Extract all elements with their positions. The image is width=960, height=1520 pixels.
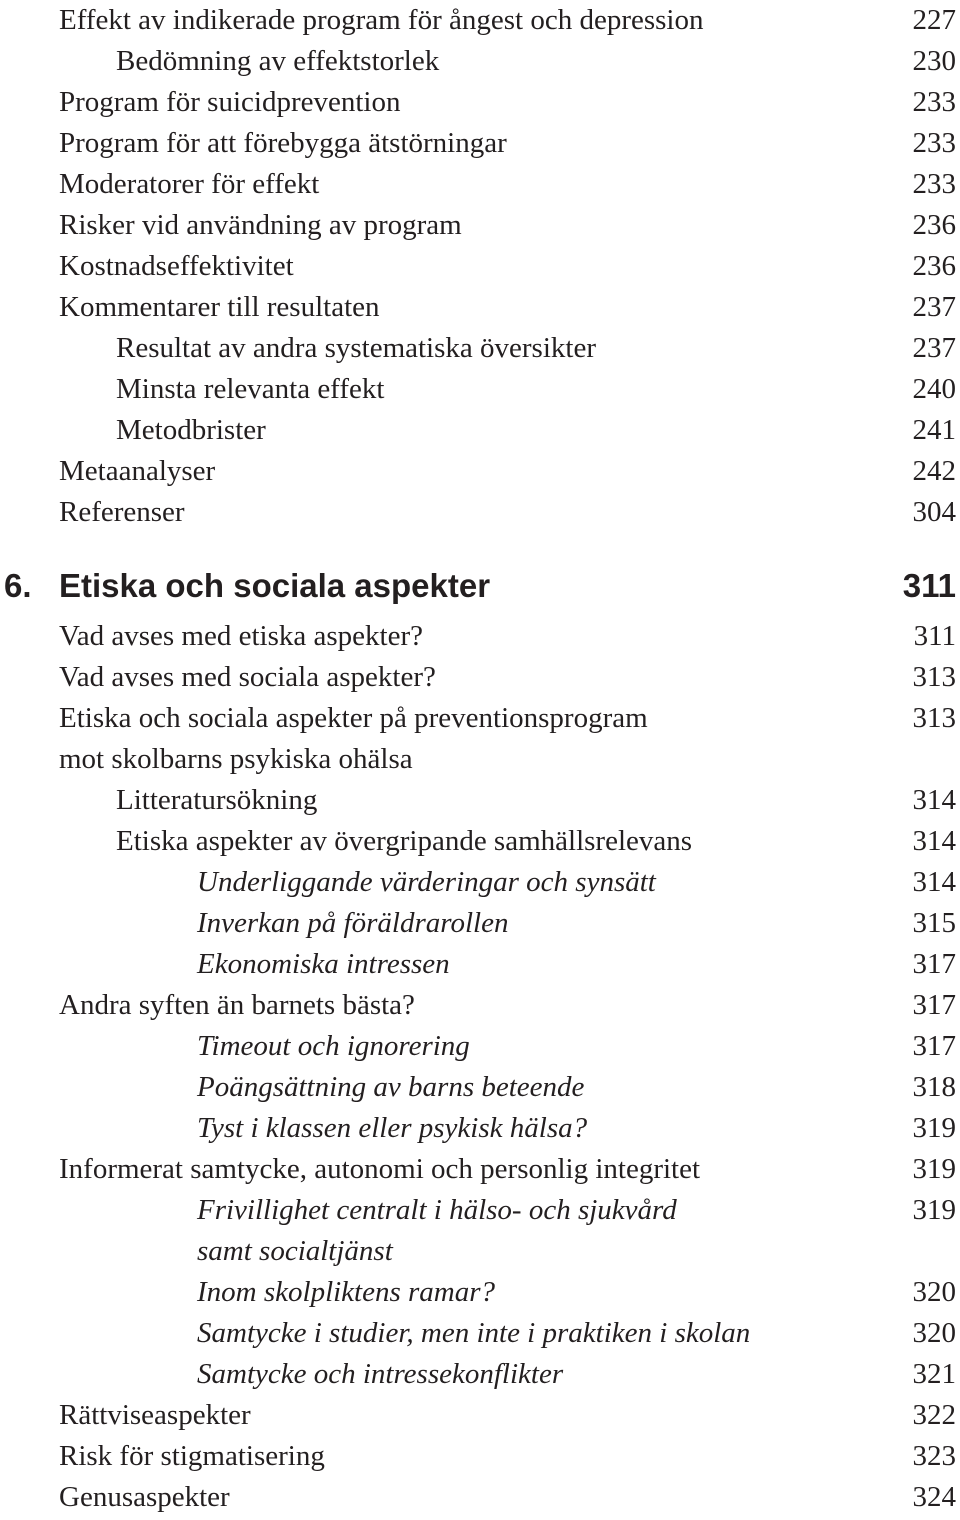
toc-entry [0, 287, 960, 327]
toc-entry-title: Frivillighet centralt i hälso- och sjukvård [197, 1194, 677, 1226]
toc-entry [0, 1149, 960, 1189]
toc-entry [0, 698, 960, 775]
toc-entry-title: Effekt av indikerade program för ångest och depression [59, 4, 704, 36]
toc-entry [0, 328, 960, 368]
toc-entry-page: 237 [912, 332, 956, 364]
toc-entry [0, 944, 960, 984]
toc-entry-title: Metaanalyser [59, 455, 216, 487]
toc-entry-page: 241 [912, 414, 956, 446]
toc-entry [0, 369, 960, 409]
toc-entry-title: Referenser [59, 496, 185, 528]
toc-entry [0, 1436, 960, 1476]
toc-entry-page: 311 [913, 620, 956, 652]
toc-entry-title: Risk för stigmatisering [59, 1440, 325, 1472]
toc-entry-page: 322 [912, 1399, 956, 1431]
toc-entry-page: 237 [912, 291, 956, 323]
toc-entry-page: 236 [912, 250, 956, 282]
toc-entry-page: 314 [912, 825, 956, 857]
toc-entry-title: Rättviseaspekter [59, 1399, 251, 1431]
toc-entry [0, 862, 960, 902]
chapter-page: 311 [902, 567, 956, 604]
toc-entry-page: 230 [912, 45, 956, 77]
toc-entry [0, 1477, 960, 1517]
toc-entry-title: Samtycke och intressekonflikter [197, 1358, 564, 1390]
toc-entry-title: Risker vid användning av program [59, 209, 462, 241]
toc-entry-title-continuation: samt socialtjänst [197, 1235, 393, 1267]
toc-entry-title: Litteratursökning [116, 784, 318, 816]
toc-entry [0, 123, 960, 163]
toc-entry-page: 318 [912, 1071, 956, 1103]
toc-entry-title: Andra syften än barnets bästa? [59, 989, 415, 1021]
toc-entry [0, 410, 960, 450]
toc-entry-page: 315 [912, 907, 956, 939]
toc-entry-page: 323 [912, 1440, 956, 1472]
toc-entry-page: 319 [912, 1112, 956, 1144]
toc-entry-title: Etiska och sociala aspekter på preventionsprogram [59, 702, 648, 734]
toc-entry-title: Program för suicidprevention [59, 86, 401, 118]
toc-entry [0, 1272, 960, 1312]
toc-entry-page: 320 [912, 1317, 956, 1349]
toc-entry [0, 451, 960, 491]
toc-entry-title: Genusaspekter [59, 1481, 230, 1513]
toc-entry-title: Resultat av andra systematiska översikter [116, 332, 596, 364]
chapter-title: Etiska och sociala aspekter [59, 567, 491, 604]
toc-entry-title: Moderatorer för effekt [59, 168, 320, 200]
toc-entry-page: 233 [912, 86, 956, 118]
toc-entry-page: 317 [912, 948, 956, 980]
toc-entry-title: Program för att förebygga ätstörningar [59, 127, 507, 159]
toc-entry-page: 314 [912, 784, 956, 816]
toc-entry-title: Ekonomiska intressen [197, 948, 450, 980]
toc-entry [0, 821, 960, 861]
toc-entry-title: Tyst i klassen eller psykisk hälsa? [197, 1112, 588, 1144]
toc-entry [0, 1108, 960, 1148]
toc-entry-page: 320 [912, 1276, 956, 1308]
chapter-number: 6. [4, 567, 32, 604]
toc-entry [0, 164, 960, 204]
toc-entry-title: Inom skolpliktens ramar? [197, 1276, 496, 1308]
toc-entry-title: Vad avses med sociala aspekter? [59, 661, 436, 693]
toc-entry [0, 1026, 960, 1066]
toc-entry-title: Informerat samtycke, autonomi och personlig integritet [59, 1153, 701, 1185]
toc-entry [0, 1313, 960, 1353]
toc-entry-page: 313 [912, 661, 956, 693]
toc-entry [0, 780, 960, 820]
toc-entry-title: Etiska aspekter av övergripande samhällsrelevans [116, 825, 693, 857]
toc-entry-page: 319 [912, 1153, 956, 1185]
toc-entry [0, 492, 960, 532]
toc-entry [0, 82, 960, 122]
toc-entry-page: 317 [912, 989, 956, 1021]
toc-entry-page: 304 [912, 496, 956, 528]
toc-entry [0, 1067, 960, 1107]
toc-entry-title: Kostnadseffektivitet [59, 250, 294, 282]
toc-entry [0, 0, 960, 40]
toc-entry-title: Bedömning av effektstorlek [116, 45, 440, 77]
toc-entry-page: 236 [912, 209, 956, 241]
toc-entry [0, 205, 960, 245]
toc-entry-page: 321 [912, 1358, 956, 1390]
chapter-heading [0, 566, 960, 606]
toc-entry [0, 1354, 960, 1394]
toc-entry-page: 233 [912, 168, 956, 200]
toc-entry-page: 242 [912, 455, 956, 487]
toc-entry-page: 314 [912, 866, 956, 898]
toc-entry-title: Minsta relevanta effekt [116, 373, 385, 405]
toc-entry [0, 246, 960, 286]
toc-entry [0, 985, 960, 1025]
toc-entry-title: Underliggande värderingar och synsätt [197, 866, 656, 898]
toc-entry-title: Vad avses med etiska aspekter? [59, 620, 423, 652]
toc-entry-title-continuation: mot skolbarns psykiska ohälsa [59, 743, 413, 775]
toc-entry-title: Samtycke i studier, men inte i praktiken i skolan [197, 1317, 751, 1349]
toc-entry-page: 233 [912, 127, 956, 159]
toc-entry [0, 616, 960, 656]
toc-entry-page: 324 [912, 1481, 956, 1513]
toc-entry [0, 1190, 960, 1267]
toc-entry [0, 657, 960, 697]
toc-entry-title: Metodbrister [116, 414, 266, 446]
toc-entry [0, 1395, 960, 1435]
toc-entry-page: 227 [912, 4, 956, 36]
toc-entry-title: Kommentarer till resultaten [59, 291, 380, 323]
toc-entry [0, 903, 960, 943]
toc-entry-title: Inverkan på föräldrarollen [197, 907, 509, 939]
toc-entry-page: 240 [912, 373, 956, 405]
toc-entry-page: 313 [912, 702, 956, 734]
toc-entry-page: 319 [912, 1194, 956, 1226]
toc-entry [0, 41, 960, 81]
toc-entry-page: 317 [912, 1030, 956, 1062]
toc-entry-title: Timeout och ignorering [197, 1030, 470, 1062]
toc-entry-title: Poängsättning av barns beteende [197, 1071, 585, 1103]
